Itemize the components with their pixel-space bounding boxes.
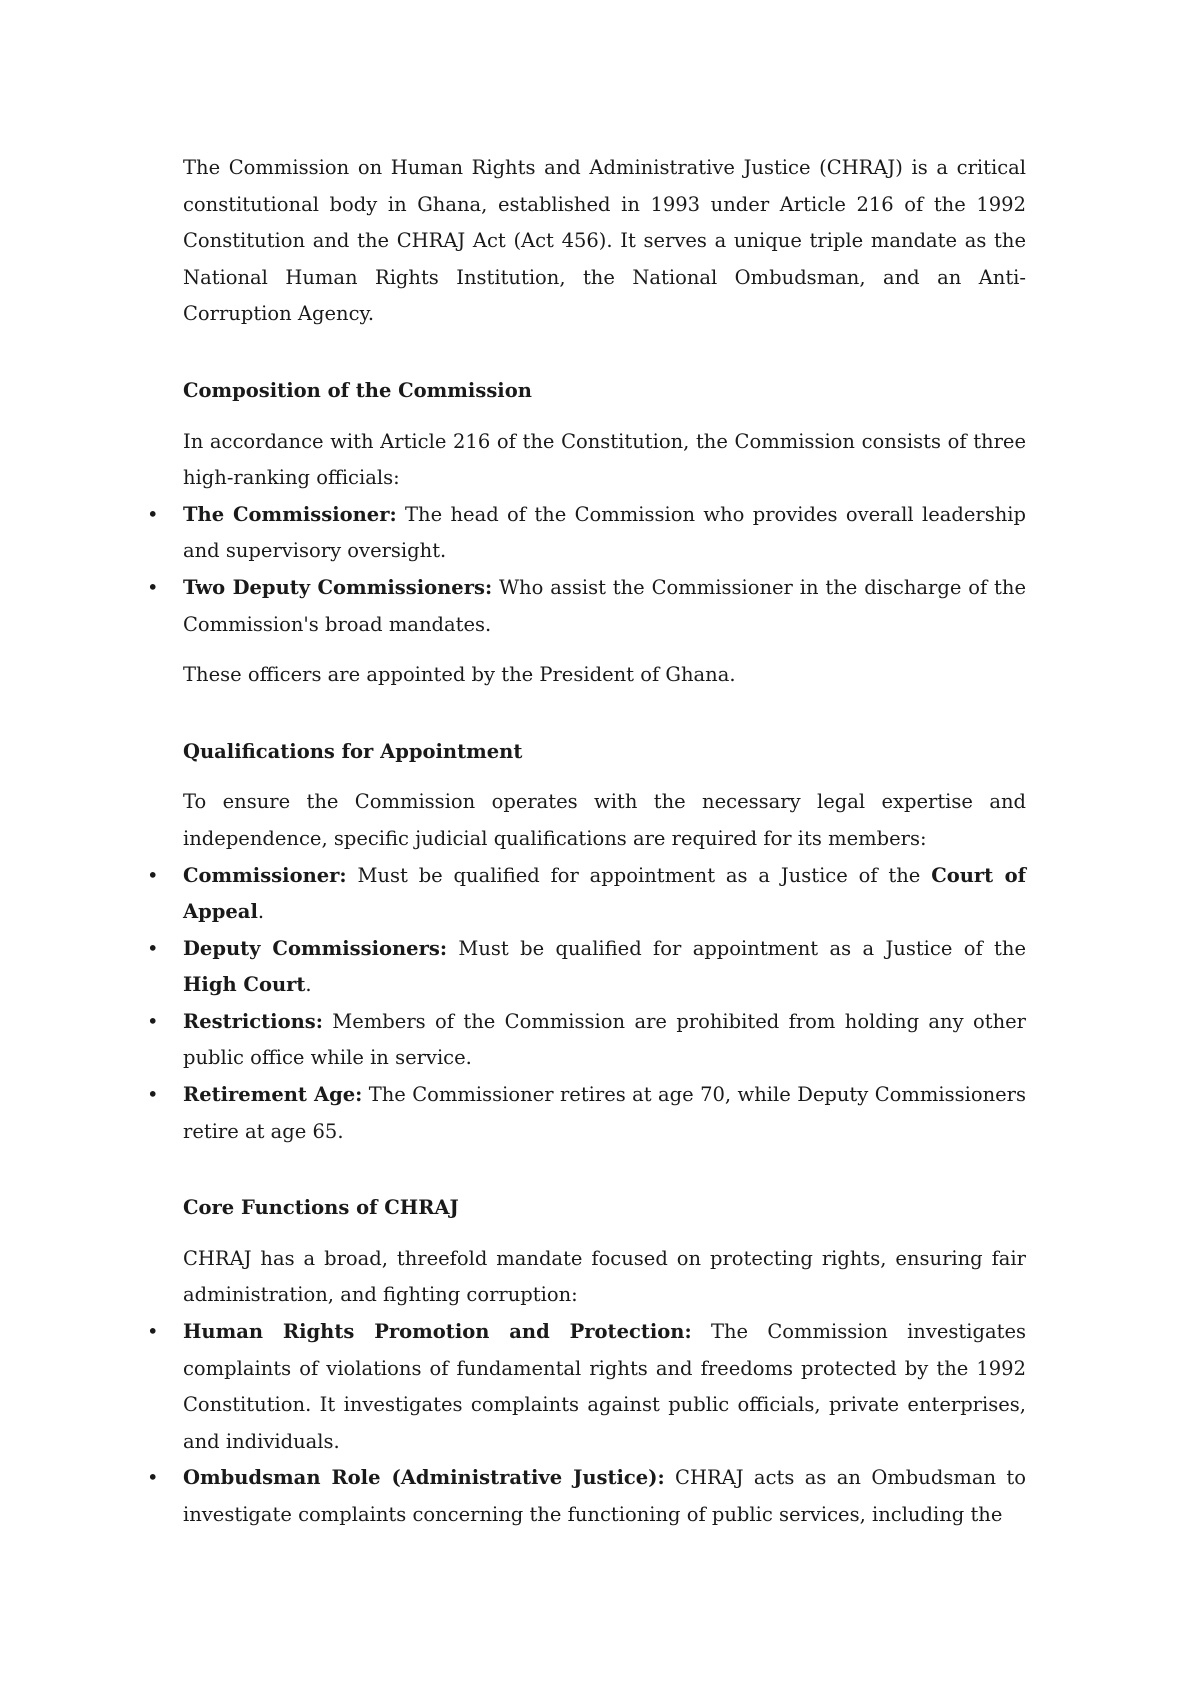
list-item	[147, 858, 1026, 931]
bullet-icon: •	[147, 863, 159, 887]
list-item	[147, 931, 1026, 1004]
bullet-icon: •	[147, 1320, 159, 1344]
item-label: Two Deputy Commissioners:	[183, 575, 493, 599]
bullet-icon: •	[147, 936, 159, 960]
qualifications-list	[147, 858, 1027, 1151]
composition-section	[147, 373, 1027, 694]
list-item	[147, 1314, 1026, 1460]
item-text: The Commission investigates complaints of violations of fundamental rights and freedoms protected by the 1992 Constitution. It investigates complaints against public officials, private enterprises, and individuals.	[183, 1320, 1026, 1453]
item-text: Who assist the Commissioner in the discharge of the Commission's broad mandates.	[183, 575, 1026, 636]
intro-paragraph: The Commission on Human Rights and Administrative Justice (CHRAJ) is a critical constitutional body in Ghana, established in 1993 under Article 216 of the 1992 Constitution and the CHRAJ Act (Act 456). It serves a unique triple mandate as the National Human Rights Institution, the National Ombudsman, and an Anti-Corruption Agency.	[183, 156, 1026, 326]
functions-section	[147, 1190, 1026, 1533]
composition-heading: Composition of the Commission	[183, 378, 532, 402]
composition-lead: In accordance with Article 216 of the Constitution, the Commission consists of three high-ranking officials:	[183, 429, 1026, 490]
qualifications-section	[147, 734, 1027, 1151]
composition-closing: These officers are appointed by the President of Ghana.	[183, 663, 736, 687]
bullet-icon: •	[147, 1083, 159, 1107]
bullet-icon: •	[147, 575, 159, 599]
item-tail: .	[257, 900, 265, 924]
item-label: Deputy Commissioners:	[183, 936, 448, 960]
item-text: The head of the Commission who provides overall leadership and supervisory oversight.	[183, 502, 1027, 563]
item-tail: .	[305, 973, 312, 997]
item-text: Must be qualified for appointment as a Justice of the	[447, 936, 1026, 960]
item-text: CHRAJ acts as an Ombudsman to investigate complaints concerning the functioning of public services, including the	[183, 1466, 1026, 1526]
qualifications-heading: Qualifications for Appointment	[183, 739, 523, 763]
item-text: Members of the Commission are prohibited from holding any other public office while in service.	[183, 1009, 1026, 1070]
item-text: Must be qualified for appointment as a Justice of the	[346, 863, 932, 887]
item-label: Human Rights Promotion and Protection:	[183, 1320, 692, 1344]
item-label: Commissioner:	[183, 863, 347, 887]
bullet-icon: •	[147, 1009, 159, 1033]
document-page	[147, 150, 1027, 1534]
item-label: The Commissioner:	[183, 502, 397, 526]
list-item	[147, 1460, 1026, 1533]
composition-list	[147, 497, 1027, 643]
item-text: The Commissioner retires at age 70, while Deputy Commissioners retire at age 65.	[183, 1083, 1027, 1143]
qualifications-lead: To ensure the Commission operates with the necessary legal expertise and independence, specific judicial qualifications are required for its members:	[183, 790, 1026, 850]
item-label: Restrictions:	[183, 1009, 323, 1033]
list-item	[147, 570, 1026, 643]
item-emphasis: Court of Appeal	[183, 863, 1026, 924]
bullet-icon: •	[147, 1466, 159, 1490]
list-item	[147, 1077, 1027, 1150]
functions-lead: CHRAJ has a broad, threefold mandate focused on protecting rights, ensuring fair administration, and fighting corruption:	[183, 1246, 1026, 1307]
functions-heading: Core Functions of CHRAJ	[183, 1196, 459, 1220]
list-item	[147, 497, 1027, 570]
list-item	[147, 1004, 1026, 1077]
item-label: Ombudsman Role (Administrative Justice):	[183, 1466, 665, 1490]
item-emphasis: High Court	[183, 973, 306, 997]
item-label: Retirement Age:	[183, 1083, 363, 1107]
bullet-icon: •	[147, 502, 159, 526]
functions-list	[147, 1314, 1026, 1534]
